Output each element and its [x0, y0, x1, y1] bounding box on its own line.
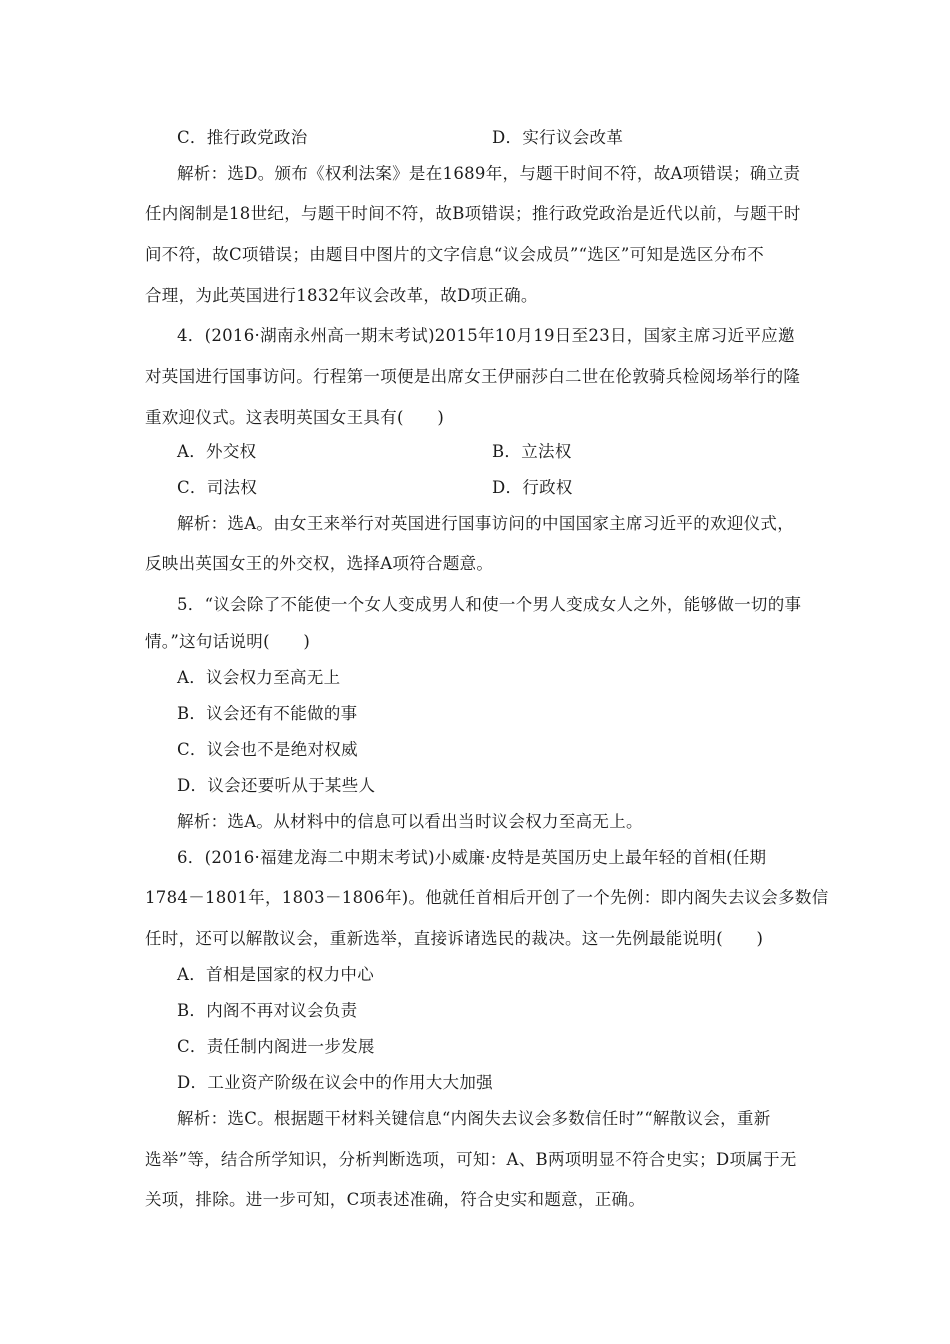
q5-option-a: A．议会权力至高无上 — [177, 668, 341, 687]
q5-option-b: B．议会还有不能做的事 — [177, 704, 358, 723]
q3-analysis-line-2: 任内阁制是18世纪，与题干时间不符，故B项错误；推行政党政治是近代以前，与题干时 — [145, 204, 801, 223]
q4-option-a: A．外交权 — [177, 442, 257, 461]
q6-stem-line-2: 1784－1801年，1803－1806年)。他就任首相后开创了一个先例：即内阁失去议会多数信 — [145, 888, 829, 907]
q4-stem-line-1: 4．(2016·湖南永州高一期末考试)2015年10月19日至23日，国家主席习近平应邀 — [177, 326, 795, 345]
q4-analysis-line-2: 反映出英国女王的外交权，选择A项符合题意。 — [145, 554, 494, 573]
q4-option-d: D．行政权 — [492, 478, 573, 497]
q4-option-c: C．司法权 — [177, 478, 258, 497]
q4-analysis-line-1: 解析：选A。由女王来举行对英国进行国事访问的中国国家主席习近平的欢迎仪式， — [177, 514, 795, 533]
q6-analysis-line-2: 选举”等，结合所学知识，分析判断选项，可知：A、B两项明显不符合史实；D项属于无 — [145, 1150, 797, 1169]
q5-stem-line-1: 5．“议会除了不能使一个女人变成男人和使一个男人变成女人之外，能够做一切的事 — [177, 595, 802, 614]
q6-analysis-line-3: 关项，排除。进一步可知，C项表述准确，符合史实和题意，正确。 — [145, 1190, 646, 1209]
q3-analysis-line-3: 间不符，故C项错误；由题目中图片的文字信息“议会成员”“选区”可知是选区分布不 — [145, 245, 765, 264]
q5-analysis: 解析：选A。从材料中的信息可以看出当时议会权力至高无上。 — [177, 812, 643, 831]
q6-option-c: C．责任制内阁进一步发展 — [177, 1037, 375, 1056]
q3-analysis-line-1: 解析：选D。颁布《权利法案》是在1689年，与题干时间不符，故A项错误；确立责 — [177, 164, 801, 183]
q4-stem-line-3: 重欢迎仪式。这表明英国女王具有( ) — [145, 408, 445, 427]
q6-stem-line-3: 任时，还可以解散议会，重新选举，直接诉诸选民的裁决。这一先例最能说明( ) — [145, 929, 764, 948]
q6-option-d: D．工业资产阶级在议会中的作用大大加强 — [177, 1073, 493, 1092]
q3-analysis-line-4: 合理，为此英国进行1832年议会改革，故D项正确。 — [145, 286, 538, 305]
q4-option-b: B．立法权 — [492, 442, 572, 461]
q5-stem-line-2: 情。”这句话说明( ) — [145, 632, 311, 651]
q5-option-d: D．议会还要听从于某些人 — [177, 776, 376, 795]
q3-option-d: D．实行议会改革 — [492, 128, 624, 147]
q6-option-a: A．首相是国家的权力中心 — [177, 965, 375, 984]
q6-option-b: B．内阁不再对议会负责 — [177, 1001, 358, 1020]
q3-option-c: C．推行政党政治 — [177, 128, 308, 147]
q6-analysis-line-1: 解析：选C。根据题干材料关键信息“内阁失去议会多数信任时”“解散议会，重新 — [177, 1109, 771, 1128]
q5-option-c: C．议会也不是绝对权威 — [177, 740, 358, 759]
q4-stem-line-2: 对英国进行国事访问。行程第一项便是出席女王伊丽莎白二世在伦敦骑兵检阅场举行的隆 — [145, 367, 801, 386]
q6-stem-line-1: 6．(2016·福建龙海二中期末考试)小威廉·皮特是英国历史上最年轻的首相(任期 — [177, 848, 767, 867]
